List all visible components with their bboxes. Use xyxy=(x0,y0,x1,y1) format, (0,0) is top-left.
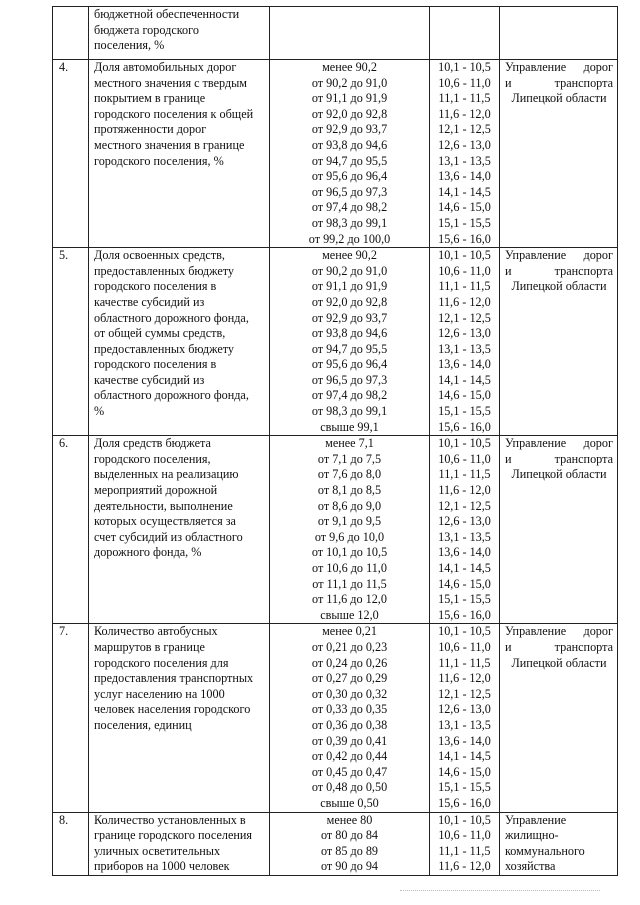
responsible-line: Управление дорог xyxy=(505,436,613,451)
points-range: 12,1 - 12,5 xyxy=(438,686,491,701)
value-range: от 93,8 до 94,6 xyxy=(311,137,388,152)
value-range: от 7,1 до 7,5 xyxy=(317,451,382,466)
value-range-cell xyxy=(270,624,430,812)
indicator-table xyxy=(52,6,618,876)
points-range: 13,6 - 14,0 xyxy=(438,357,491,372)
points-range: 15,1 - 15,5 xyxy=(438,780,491,795)
table-row-continued xyxy=(53,7,618,60)
value-range: от 8,6 до 9,0 xyxy=(317,498,382,513)
points-range: 12,6 - 13,0 xyxy=(438,514,491,529)
points-range: 10,6 - 11,0 xyxy=(438,75,491,90)
value-range: от 0,24 до 0,26 xyxy=(311,655,388,670)
value-range: свыше 12,0 xyxy=(320,607,379,622)
value-range: от 85 до 89 xyxy=(320,843,379,858)
indicator-name-cell xyxy=(89,7,270,60)
value-range: от 97,4 до 98,2 xyxy=(311,388,388,403)
points-range: 14,1 - 14,5 xyxy=(438,184,491,199)
value-range: от 92,9 до 93,7 xyxy=(311,122,388,137)
points-range: 11,6 - 12,0 xyxy=(438,106,491,121)
points-range: 11,6 - 12,0 xyxy=(438,483,491,498)
row-number-cell xyxy=(53,7,89,60)
responsible-cell xyxy=(500,60,618,248)
value-range: от 98,3 до 99,1 xyxy=(311,215,388,230)
indicator-name-line: границе городского поселения xyxy=(94,828,253,843)
points-range: 10,6 - 11,0 xyxy=(438,828,491,843)
indicator-name-line: городского поселения в xyxy=(94,279,217,294)
value-range: от 97,4 до 98,2 xyxy=(311,200,388,215)
points-range: 13,1 - 13,5 xyxy=(438,153,491,168)
points-range: 13,1 - 13,5 xyxy=(438,717,491,732)
points-range: 11,1 - 11,5 xyxy=(438,843,491,858)
indicator-name-line: бюджетной обеспеченности xyxy=(94,7,240,21)
points-range: 12,1 - 12,5 xyxy=(438,122,491,137)
value-range: менее 0,21 xyxy=(322,624,377,639)
responsible-line: Управление xyxy=(505,812,567,827)
indicator-name-line: услуг населению на 1000 xyxy=(94,686,225,701)
responsible-line: хозяйства xyxy=(505,859,556,874)
indicator-name-line: маршрутов в границе xyxy=(94,639,205,654)
value-range-cell xyxy=(270,812,430,875)
value-range-cell xyxy=(270,248,430,436)
value-range: от 93,8 до 94,6 xyxy=(311,326,388,341)
points-range: 14,1 - 14,5 xyxy=(438,561,491,575)
indicator-name-line: областного дорожного фонда, xyxy=(94,388,249,403)
indicator-name-cell xyxy=(89,60,270,248)
points-range: 11,1 - 11,5 xyxy=(438,91,491,106)
indicator-name-line: поселения, единиц xyxy=(94,717,192,732)
responsible-line: и транспорта xyxy=(505,451,613,466)
value-range: свыше 0,50 xyxy=(320,795,379,810)
value-range: от 0,42 до 0,44 xyxy=(311,749,388,764)
indicator-name-line: счет субсидий из областного xyxy=(94,529,243,544)
value-range: от 90 до 94 xyxy=(320,859,379,874)
points-range: 10,1 - 10,5 xyxy=(438,812,491,827)
points-range: 11,6 - 12,0 xyxy=(438,294,491,309)
points-range: 15,6 - 16,0 xyxy=(438,607,491,622)
points-range: 14,1 - 14,5 xyxy=(438,372,491,387)
indicator-name-line: Доля средств бюджета xyxy=(94,436,211,451)
value-range: от 7,6 до 8,0 xyxy=(317,467,382,482)
value-range: от 90,2 до 91,0 xyxy=(311,263,388,278)
points-range: 15,6 - 16,0 xyxy=(438,231,491,246)
indicator-name-line: покрытием в границе xyxy=(94,91,206,106)
value-range: менее 90,2 xyxy=(322,248,377,263)
indicator-name-line: протяженности дорог xyxy=(94,122,207,137)
indicator-name-line: предоставленных бюджету xyxy=(94,263,235,278)
points-range: 13,6 - 14,0 xyxy=(438,733,491,748)
responsible-cell xyxy=(500,7,618,60)
indicator-name-line: от общей суммы средств, xyxy=(94,326,226,341)
indicator-name-cell xyxy=(89,436,270,624)
value-range: от 0,36 до 0,38 xyxy=(311,717,388,732)
value-range: от 98,3 до 99,1 xyxy=(311,404,388,419)
points-range: 10,1 - 10,5 xyxy=(438,436,491,451)
value-range: от 95,6 до 96,4 xyxy=(311,357,388,372)
value-range: от 94,7 до 95,5 xyxy=(311,341,388,356)
points-range: 12,1 - 12,5 xyxy=(438,498,491,513)
points-range: 12,1 - 12,5 xyxy=(438,310,491,325)
responsible-line: Управление дорог xyxy=(505,624,613,639)
value-range: от 8,1 до 8,5 xyxy=(317,483,382,498)
points-range: 11,6 - 12,0 xyxy=(438,859,491,874)
value-range: от 99,2 до 100,0 xyxy=(308,231,391,246)
indicator-name-line: предоставленных бюджету xyxy=(94,341,235,356)
table-row xyxy=(53,624,618,812)
indicator-name-line: предоставления транспортных xyxy=(94,671,254,686)
value-range: менее 80 xyxy=(326,812,373,827)
indicator-name-line: поселения, % xyxy=(94,38,165,53)
responsible-cell xyxy=(500,624,618,812)
value-range: от 92,0 до 92,8 xyxy=(311,294,388,309)
value-range: от 0,33 до 0,35 xyxy=(311,702,388,717)
indicator-name-line: городского поселения для xyxy=(94,655,229,670)
points-range: 10,1 - 10,5 xyxy=(438,624,491,639)
responsible-line: и транспорта xyxy=(505,639,613,654)
responsible-line: и транспорта xyxy=(505,263,613,278)
points-range: 14,6 - 15,0 xyxy=(438,200,491,215)
points-range: 14,6 - 15,0 xyxy=(438,388,491,403)
points-range: 13,6 - 14,0 xyxy=(438,545,491,560)
value-range: от 96,5 до 97,3 xyxy=(311,372,388,387)
value-range: от 11,1 до 11,5 xyxy=(312,576,387,591)
value-range: от 80 до 84 xyxy=(320,828,379,843)
value-range: от 91,1 до 91,9 xyxy=(311,91,388,106)
document-page xyxy=(52,6,617,876)
value-range: от 10,1 до 10,5 xyxy=(311,545,388,560)
table-row xyxy=(53,248,618,436)
indicator-name-line: Количество автобусных xyxy=(94,624,218,639)
value-range: от 92,9 до 93,7 xyxy=(311,310,388,325)
points-range: 15,6 - 16,0 xyxy=(438,419,491,434)
points-range: 10,1 - 10,5 xyxy=(438,60,491,74)
points-range: 10,6 - 11,0 xyxy=(438,639,491,654)
indicator-name-line: Количество установленных в xyxy=(94,812,246,827)
points-range: 10,6 - 11,0 xyxy=(438,263,491,278)
table-row xyxy=(53,60,618,248)
points-range: 13,6 - 14,0 xyxy=(438,169,491,184)
value-range: от 9,1 до 9,5 xyxy=(317,514,382,529)
value-range: от 96,5 до 97,3 xyxy=(311,184,388,199)
value-range: от 0,30 до 0,32 xyxy=(311,686,388,701)
value-range: свыше 99,1 xyxy=(320,419,379,434)
value-range: от 90,2 до 91,0 xyxy=(311,75,388,90)
row-number-cell: 5. xyxy=(53,248,89,436)
points-range: 13,1 - 13,5 xyxy=(438,529,491,544)
value-range: от 10,6 до 11,0 xyxy=(312,561,387,575)
value-range: менее 7,1 xyxy=(325,436,374,451)
responsible-line: Липецкой области xyxy=(511,279,607,294)
indicator-name-line: областного дорожного фонда, xyxy=(94,310,249,325)
points-cell xyxy=(430,624,500,812)
responsible-line: коммунального xyxy=(505,843,585,858)
points-range: 12,6 - 13,0 xyxy=(438,137,491,152)
value-range: менее 90,2 xyxy=(322,60,377,74)
indicator-name-line: % xyxy=(94,404,105,419)
value-range-cell xyxy=(270,60,430,248)
value-range: от 0,39 до 0,41 xyxy=(311,733,388,748)
indicator-name-cell xyxy=(89,624,270,812)
points-range: 14,1 - 14,5 xyxy=(438,749,491,764)
points-cell xyxy=(430,248,500,436)
indicator-name-line: уличных осветительных xyxy=(94,843,221,858)
row-number-cell: 7. xyxy=(53,624,89,812)
value-range: от 94,7 до 95,5 xyxy=(311,153,388,168)
value-range: от 9,6 до 10,0 xyxy=(314,529,385,544)
indicator-name-line: дорожного фонда, % xyxy=(94,545,202,560)
indicator-name-line: мероприятий дорожной xyxy=(94,483,218,498)
points-range: 13,1 - 13,5 xyxy=(438,341,491,356)
indicator-name-cell xyxy=(89,812,270,875)
points-range: 15,1 - 15,5 xyxy=(438,215,491,230)
indicator-name-line: приборов на 1000 человек xyxy=(94,859,230,874)
page-bottom-mark xyxy=(400,890,600,892)
table-row xyxy=(53,812,618,875)
indicator-name-line: которых осуществляется за xyxy=(94,514,236,529)
value-range: от 95,6 до 96,4 xyxy=(311,169,388,184)
responsible-line: Управление дорог xyxy=(505,60,613,74)
row-number-cell: 4. xyxy=(53,60,89,248)
value-range: от 0,45 до 0,47 xyxy=(311,764,388,779)
points-range: 11,6 - 12,0 xyxy=(438,671,491,686)
value-range-cell xyxy=(270,436,430,624)
indicator-name-cell xyxy=(89,248,270,436)
points-range: 15,1 - 15,5 xyxy=(438,404,491,419)
points-range: 15,6 - 16,0 xyxy=(438,795,491,810)
table-row xyxy=(53,436,618,624)
points-range: 11,1 - 11,5 xyxy=(438,279,491,294)
points-range: 12,6 - 13,0 xyxy=(438,702,491,717)
row-number-cell: 8. xyxy=(53,812,89,875)
value-range: от 0,48 до 0,50 xyxy=(311,780,388,795)
points-range: 11,1 - 11,5 xyxy=(438,655,491,670)
indicator-name-line: качестве субсидий из xyxy=(94,372,205,387)
indicator-name-line: городского поселения, % xyxy=(94,153,224,168)
points-range: 15,1 - 15,5 xyxy=(438,592,491,607)
responsible-line: и транспорта xyxy=(505,75,613,90)
indicator-name-line: местного значения с твердым xyxy=(94,75,248,90)
responsible-line: Липецкой области xyxy=(511,655,607,670)
points-range: 14,6 - 15,0 xyxy=(438,764,491,779)
value-range: от 92,0 до 92,8 xyxy=(311,106,388,121)
indicator-name-line: городского поселения, xyxy=(94,451,211,466)
points-range: 12,6 - 13,0 xyxy=(438,326,491,341)
indicator-name-line: городского поселения к общей xyxy=(94,106,254,121)
indicator-name-line: Доля освоенных средств, xyxy=(94,248,225,263)
indicator-name-line: городского поселения в xyxy=(94,357,217,372)
indicator-name-line: бюджета городского xyxy=(94,22,199,37)
points-cell xyxy=(430,7,500,60)
row-number-cell: 6. xyxy=(53,436,89,624)
points-range: 10,1 - 10,5 xyxy=(438,248,491,263)
responsible-line: Липецкой области xyxy=(511,91,607,106)
responsible-cell xyxy=(500,248,618,436)
responsible-cell xyxy=(500,436,618,624)
indicator-name-line: Доля автомобильных дорог xyxy=(94,60,237,74)
points-range: 14,6 - 15,0 xyxy=(438,576,491,591)
points-cell xyxy=(430,436,500,624)
indicator-name-line: человек населения городского xyxy=(94,702,251,717)
indicator-name-line: выделенных на реализацию xyxy=(94,467,239,482)
value-range: от 0,27 до 0,29 xyxy=(311,671,388,686)
responsible-line: Липецкой области xyxy=(511,467,607,482)
value-range: от 91,1 до 91,9 xyxy=(311,279,388,294)
responsible-line: жилищно- xyxy=(505,828,559,843)
indicator-name-line: местного значения в границе xyxy=(94,137,245,152)
responsible-line: Управление дорог xyxy=(505,248,613,263)
indicator-name-line: деятельности, выполнение xyxy=(94,498,233,513)
value-range-cell xyxy=(270,7,430,60)
indicator-table-body xyxy=(53,7,618,876)
points-cell xyxy=(430,812,500,875)
indicator-name-line: качестве субсидий из xyxy=(94,294,205,309)
points-cell xyxy=(430,60,500,248)
responsible-cell xyxy=(500,812,618,875)
points-range: 10,6 - 11,0 xyxy=(438,451,491,466)
value-range: от 11,6 до 12,0 xyxy=(312,592,387,607)
points-range: 11,1 - 11,5 xyxy=(438,467,491,482)
value-range: от 0,21 до 0,23 xyxy=(311,639,388,654)
